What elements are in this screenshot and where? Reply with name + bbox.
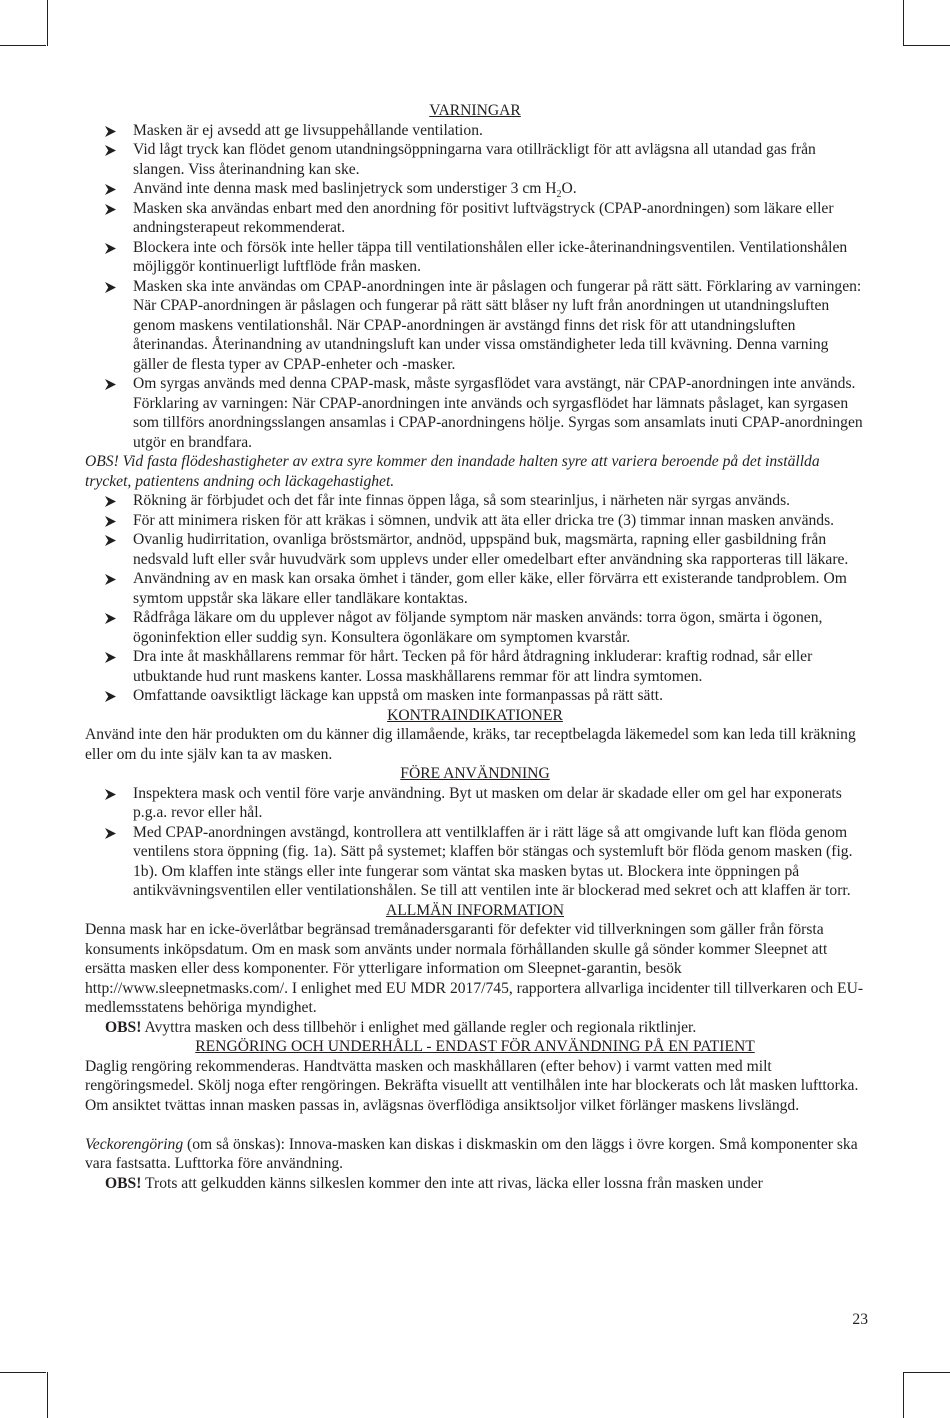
cleaning-text: Daglig rengöring rekommenderas. Handtvätta masken och maskhållaren (efter behov) i varmt vatten med milt rengöringsmedel. Skölj noga efter rengöringen. Bekräfta visuellt att ventilhålen inte har blockerats och låt masken lufttorka. Om ansiktet tvättas innan masken passas in, avlägsnas överflödiga ansiktsoljor vilket förlänger maskens livslängd.: [85, 1057, 859, 1114]
arrow-bullet-icon: [105, 126, 116, 137]
warnings-list-2: [85, 491, 865, 706]
arrow-bullet-icon: [105, 535, 116, 546]
warnings-list: [85, 121, 865, 453]
obs-label: OBS!: [105, 1174, 142, 1192]
arrow-bullet-icon: [105, 204, 116, 215]
warning-item: Användning av en mask kan orsaka ömhet i tänder, gom eller käke, eller förvärra ett existerande tandproblem. Om symtom uppstår ska läkare eller tandläkare kontaktas.: [85, 569, 865, 608]
before-use-item: Inspektera mask och ventil före varje användning. Byt ut masken om delar är skadade eller om gel har exponerats p.g.a. revor eller hål.: [85, 784, 865, 823]
warning-item: Vid lågt tryck kan flödet genom utandningsöppningarna vara otillräckligt för att avlägsna all utandad gas från slangen. Viss återinandning kan ske.: [85, 140, 865, 179]
warning-item: Masken ska inte användas om CPAP-anordningen inte är påslagen och fungerar på rätt sätt. Förklaring av varningen: När CPAP-anordningen är påslagen och fungerar på rätt sätt blåser ny luft från anordningen ut utandningsluften genom maskens ventilationshål. När CPAP-anordningen är avstängd finns det risk för att utandningsluften återinandas. Återinandning av utandningsluft kan under vissa omständigheter leda till kvävning. Denna varning gäller de flesta typer av CPAP-enheter och -masker.: [85, 277, 865, 375]
crop-mark-bottom-left-h: [0, 1372, 46, 1373]
crop-mark-top-right: [903, 0, 904, 46]
obs-label: OBS!: [105, 1018, 142, 1036]
document-body: [85, 101, 865, 1193]
warning-item: Masken är ej avsedd att ge livsuppehållande ventilation.: [85, 121, 865, 141]
heading-cleaning: RENGÖRING OCH UNDERHÅLL - ENDAST FÖR ANVÄNDNING PÅ EN PATIENT: [195, 1038, 755, 1055]
warning-item: Dra inte åt maskhållarens remmar för hårt. Tecken på för hård åtdragning inkluderar: kraftig rodnad, sår eller utbuktande hud runt maskens kanter. Lossa maskhållarens remmar för att lindra symtomen.: [85, 647, 865, 686]
general-information-text: Denna mask har en icke-överlåtbar begränsad tremånadersgaranti för defekter vid tillverkningen som gäller från första konsuments inköpsdatum. Om en mask som använts under normala förhållanden skulle gå sönder kommer Sleepnet att ersätta masken eller dess komponenter. För ytterligare information om Sleepnet-garantin, besök http://www.sleepnetmasks.com/. I enlighet med EU MDR 2017/745, rapportera allvarliga incidenter till tillverkaren och EU-medlemsstatens behöriga myndighet.: [85, 921, 864, 1016]
crop-mark-top-left: [47, 0, 48, 46]
warning-item: Rådfråga läkare om du upplever något av följande symptom när masken används: torra ögon, smärta i ögonen, ögoninfektion eller suddig syn. Konsultera ögonläkare om symptomen kvarstår.: [85, 608, 865, 647]
arrow-bullet-icon: [105, 184, 116, 195]
warning-item: Om syrgas används med denna CPAP-mask, måste syrgasflödet vara avstängt, när CPAP-anordningen inte används. Förklaring av varningen: När CPAP-anordningen inte används och syrgasflödet har lämnats påslaget, kan syrgasen som tillförs anordningsslangen ansamlas i CPAP-anordningens hölje. Syrgas som ansamlats inuti CPAP-anordningen utgör en brandfara.: [85, 374, 865, 452]
heading-contraindications: KONTRAINDIKATIONER: [387, 706, 563, 724]
warning-item: Blockera inte och försök inte heller täppa till ventilationshålen eller icke-återinandningsventilen. Ventilationshålen möjliggör kontinuerligt luftflöde från masken.: [85, 238, 865, 277]
arrow-bullet-icon: [105, 243, 116, 254]
arrow-bullet-icon: [105, 789, 116, 800]
warning-item: Använd inte denna mask med baslinjetryck som understiger 3 cm $H_2O$.: [85, 179, 865, 199]
arrow-bullet-icon: [105, 574, 116, 585]
arrow-bullet-icon: [105, 613, 116, 624]
crop-mark-bottom-left: [47, 1372, 48, 1418]
heading-general-information: ALLMÄN INFORMATION: [385, 901, 565, 919]
arrow-bullet-icon: [105, 691, 116, 702]
arrow-bullet-icon: [105, 379, 116, 390]
weekly-cleaning-text: Veckorengöring (om så önskas): Innova-masken kan diskas i diskmaskin om den läggs i övre korgen. Små komponenter ska vara fastsatta. Lufttorka före användning.: [85, 1135, 858, 1172]
contraindications-text: Använd inte den här produkten om du känner dig illamående, kräks, tar receptbelagda läkemedel som kan leda till kräkning eller om du inte själv kan ta av masken.: [85, 726, 856, 763]
warning-item: Omfattande oavsiktligt läckage kan uppstå om masken inte formanpassas på rätt sätt.: [85, 686, 865, 706]
warning-item: För att minimera risken för att kräkas i sömnen, undvik att äta eller dricka tre (3) timmar innan masken används.: [85, 511, 865, 531]
crop-mark-top-left-h: [0, 45, 46, 46]
heading-before-use: FÖRE ANVÄNDNING: [400, 765, 550, 782]
arrow-bullet-icon: [105, 828, 116, 839]
before-use-list: [85, 784, 865, 901]
cleaning-obs-note: OBS! Trots att gelkudden känns silkeslen kommer den inte att rivas, läcka eller lossna från masken under: [105, 1174, 763, 1192]
heading-warnings: VARNINGAR: [429, 102, 521, 119]
warning-item: Ovanlig hudirritation, ovanliga bröstsmärtor, andnöd, uppspänd buk, magsmärta, rapning eller gasbildning från nedsvald luft eller svår huvudvärk som upplevs under eller omedelbart efter användning ska rapporteras till läkare.: [85, 530, 865, 569]
arrow-bullet-icon: [105, 496, 116, 507]
warning-item: Masken ska användas enbart med den anordning för positivt luftvägstryck (CPAP-anordningen) som läkare eller andningsterapeut rekommenderat.: [85, 199, 865, 238]
arrow-bullet-icon: [105, 145, 116, 156]
general-obs-note: OBS! Avyttra masken och dess tillbehör i enlighet med gällande regler och regionala riktlinjer.: [105, 1018, 697, 1036]
obs-oxygen-note: OBS! Vid fasta flödeshastigheter av extra syre kommer den inandade halten syre att variera beroende på det inställda trycket, patientens andning och läckagehastighet.: [85, 453, 820, 490]
page-number: 23: [852, 1311, 868, 1328]
before-use-item: Med CPAP-anordningen avstängd, kontrollera att ventilklaffen är i rätt läge så att omgivande luft kan flöda genom ventilens stora öppning (fig. 1a). Sätt på systemet; klaffen bör stängas och systemluft bör flöda genom masken (fig. 1b). Om klaffen inte stängs eller inte fungerar som väntat ska masken bytas ut. Blockera inte öppningen på antikvävningsventilen eller ventilationshålen. Se till att ventilen inte är blockerad med sekret och att klaffen är torr.: [85, 823, 865, 901]
arrow-bullet-icon: [105, 516, 116, 527]
crop-mark-top-right-h: [904, 45, 950, 46]
weekly-cleaning-label: Veckorengöring: [85, 1135, 184, 1153]
paragraph-gap: [85, 1115, 865, 1135]
crop-mark-bottom-right: [903, 1372, 904, 1418]
arrow-bullet-icon: [105, 282, 116, 293]
crop-mark-bottom-right-h: [904, 1372, 950, 1373]
warning-item: Rökning är förbjudet och det får inte finnas öppen låga, så som stearinljus, i närheten när syrgas används.: [85, 491, 865, 511]
arrow-bullet-icon: [105, 652, 116, 663]
